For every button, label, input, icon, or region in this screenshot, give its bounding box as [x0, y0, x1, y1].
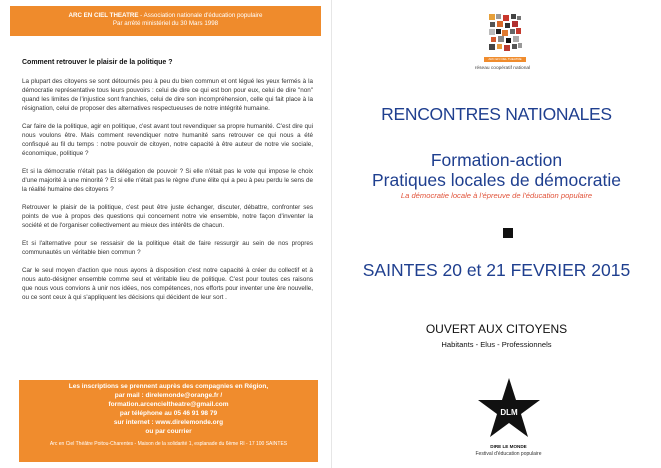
postal-address: Arc en Ciel Théâtre Poitou-Charentes - Maison de la solidarité 1, esplanade du 6ème RI - 17 100 SAINTES — [49, 440, 288, 447]
event-title — [332, 150, 661, 190]
website-line[interactable]: sur internet : www.direlemonde.org — [113, 419, 224, 427]
festival-description: Festival d'éducation populaire — [475, 451, 542, 457]
paragraph: La plupart des citoyens se sont détournés peu à peu du bien commun et ont légué les yeux fermés à la démocratie représentative tous leurs pouvoirs : celui de dire ce qui est bon pour eux, celui de dire "non" quand les limites de l'injustice sont franchies, celui de dire son incompréhension, celle qui fait place à la résignation, celui de proposer des alternatives respectueuses de notre intégrité humaine. — [22, 78, 313, 112]
event-series-title: RENCONTRES NATIONALES — [381, 104, 612, 124]
dire-le-monde-star-icon — [476, 377, 542, 439]
phone-line: par téléphone au 05 46 91 98 79 — [119, 410, 218, 418]
paragraph: Et si l'alternative pour se ressaisir de la politique était de faire ressurgir au sein de nos propres communautés un véritable bien commun ? — [22, 240, 313, 256]
right-panel — [332, 0, 661, 468]
paragraph: Retrouver le plaisir de la politique, c'est peut être juste échanger, discuter, débattre, confronter ses points de vue à propos des questions qui concernent notre vie ensemble, notre façon d'inventer la société et de l'organiser collectivement au mieux des intérêts de chacun. — [22, 204, 313, 229]
arc-en-ciel-logo — [487, 12, 523, 56]
section-heading: Comment retrouver le plaisir de la politique ? — [22, 59, 173, 66]
audience-heading: OUVERT AUX CITOYENS — [425, 322, 568, 336]
event-subtitle: La démocratie locale à l'épreuve de l'éducation populaire — [400, 191, 593, 200]
org-name: ARC EN CIEL THEATRE — [68, 12, 139, 19]
audience-list: Habitants - Elus - Professionnels — [441, 340, 552, 349]
paragraph: Car faire de la politique, agir en politique, c'est avant tout revendiquer sa propre humanité. C'est dire qui nous voulons être. Mais comment revendiquer notre humanité sans retrouver ce qui nous a été confisqué au fil du temps : notre pouvoir de citoyen, notre capacité à être auteur de notre vie sociale, économique, politique ? — [22, 123, 313, 157]
mail-line: ou par courrier — [145, 428, 192, 436]
dlm-star-label: DLM — [500, 408, 518, 417]
network-label: réseau coopératif national — [474, 66, 531, 71]
email-line[interactable]: par mail : direlemonde@orange.fr / — [114, 392, 223, 400]
body-text — [22, 77, 313, 311]
paragraph: Car le seul moyen d'action que nous ayons à disposition c'est notre capacité à créer du collectif et à nous auto-désigner ensemble comme seul et véritable lieu de politique. C'est pour toutes ces raisons que nous vous convions à unir nos idées, nos compétences, nos efforts pour inventer une ère nouvelle, ou ce sont ceux à qui s'appliquent les décisions qui décident de leur sort . — [22, 267, 313, 301]
org-decree: Par arrêté ministériel du 30 Mars 1998 — [112, 20, 219, 27]
event-title-line-2: Pratiques locales de démocratie — [371, 170, 622, 190]
org-description: - Association nationale d'éducation populaire — [138, 12, 263, 19]
inscriptions-intro: Les inscriptions se prennent auprès des compagnies en Région, — [68, 383, 269, 390]
inscriptions-box — [19, 380, 318, 462]
logo-caption: ARC EN CIEL THEATRE — [484, 57, 526, 62]
event-title-line-1: Formation-action — [430, 150, 563, 170]
event-place-date: SAINTES 20 et 21 FEVRIER 2015 — [362, 260, 631, 280]
email-line-2[interactable]: formation.arcencieltheatre@gmail.com — [108, 401, 229, 409]
square-divider-icon — [503, 228, 513, 238]
paragraph: Et si la démocratie n'était pas la délégation de pouvoir ? Si elle n'était pas le vote qui impose le choix d'une majorité à une minorité ? Et si elle n'était pas le règne d'une élite qui a peu à peu perdu le sens de la réalité humaine des citoyens ? — [22, 168, 313, 193]
association-banner — [10, 6, 321, 36]
festival-name: DIRE LE MONDE — [490, 444, 527, 449]
